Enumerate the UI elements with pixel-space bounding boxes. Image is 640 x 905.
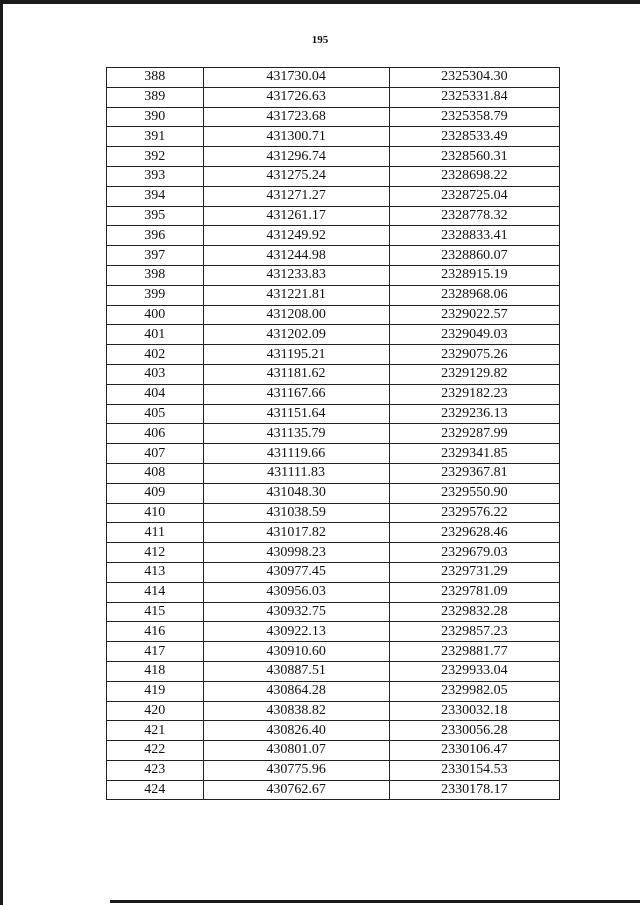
table-row [107, 127, 560, 147]
easting-cell: 431038.59 [203, 503, 389, 523]
table-row [107, 503, 560, 523]
page-number: 195 [311, 34, 329, 46]
point-number-cell: 388 [107, 68, 204, 88]
table-row [107, 701, 560, 721]
easting-cell: 431296.74 [203, 147, 389, 167]
northing-cell: 2329022.57 [389, 305, 559, 325]
northing-cell: 2328778.32 [389, 206, 559, 226]
northing-cell: 2329182.23 [389, 384, 559, 404]
point-number-cell: 419 [107, 681, 204, 701]
table-row [107, 483, 560, 503]
easting-cell: 431300.71 [203, 127, 389, 147]
northing-cell: 2329075.26 [389, 345, 559, 365]
table-row [107, 760, 560, 780]
table-row [107, 622, 560, 642]
easting-cell: 431271.27 [203, 186, 389, 206]
table-row [107, 166, 560, 186]
point-number-cell: 392 [107, 147, 204, 167]
northing-cell: 2329236.13 [389, 404, 559, 424]
easting-cell: 430977.45 [203, 562, 389, 582]
point-number-cell: 394 [107, 186, 204, 206]
northing-cell: 2325331.84 [389, 87, 559, 107]
point-number-cell: 407 [107, 444, 204, 464]
northing-cell: 2328698.22 [389, 166, 559, 186]
easting-cell: 431726.63 [203, 87, 389, 107]
northing-cell: 2329367.81 [389, 463, 559, 483]
point-number-cell: 406 [107, 424, 204, 444]
northing-cell: 2329881.77 [389, 642, 559, 662]
table-row [107, 206, 560, 226]
table-row [107, 681, 560, 701]
table-row [107, 602, 560, 622]
northing-cell: 2330154.53 [389, 760, 559, 780]
northing-cell: 2329049.03 [389, 325, 559, 345]
northing-cell: 2328860.07 [389, 246, 559, 266]
easting-cell: 431195.21 [203, 345, 389, 365]
point-number-cell: 421 [107, 721, 204, 741]
easting-cell: 431017.82 [203, 523, 389, 543]
point-number-cell: 409 [107, 483, 204, 503]
point-number-cell: 410 [107, 503, 204, 523]
northing-cell: 2329933.04 [389, 661, 559, 681]
easting-cell: 430775.96 [203, 760, 389, 780]
northing-cell: 2330056.28 [389, 721, 559, 741]
point-number-cell: 399 [107, 285, 204, 305]
point-number-cell: 395 [107, 206, 204, 226]
northing-cell: 2329832.28 [389, 602, 559, 622]
table-row [107, 364, 560, 384]
easting-cell: 431151.64 [203, 404, 389, 424]
table-row [107, 741, 560, 761]
table-row [107, 444, 560, 464]
point-number-cell: 389 [107, 87, 204, 107]
northing-cell: 2328915.19 [389, 265, 559, 285]
table-row [107, 384, 560, 404]
point-number-cell: 418 [107, 661, 204, 681]
northing-cell: 2325358.79 [389, 107, 559, 127]
northing-cell: 2330178.17 [389, 780, 559, 800]
table-row [107, 721, 560, 741]
table-row [107, 424, 560, 444]
table-row [107, 780, 560, 800]
easting-cell: 430910.60 [203, 642, 389, 662]
easting-cell: 431181.62 [203, 364, 389, 384]
easting-cell: 431244.98 [203, 246, 389, 266]
point-number-cell: 411 [107, 523, 204, 543]
table-row [107, 265, 560, 285]
scan-edge-top [0, 0, 640, 4]
northing-cell: 2329857.23 [389, 622, 559, 642]
point-number-cell: 414 [107, 582, 204, 602]
scan-edge-bottom [110, 900, 640, 903]
point-number-cell: 404 [107, 384, 204, 404]
point-number-cell: 393 [107, 166, 204, 186]
northing-cell: 2328560.31 [389, 147, 559, 167]
point-number-cell: 420 [107, 701, 204, 721]
table-row [107, 107, 560, 127]
easting-cell: 431723.68 [203, 107, 389, 127]
table-row [107, 404, 560, 424]
northing-cell: 2329982.05 [389, 681, 559, 701]
point-number-cell: 401 [107, 325, 204, 345]
easting-cell: 431249.92 [203, 226, 389, 246]
northing-cell: 2330032.18 [389, 701, 559, 721]
easting-cell: 430956.03 [203, 582, 389, 602]
northing-cell: 2329679.03 [389, 543, 559, 563]
point-number-cell: 417 [107, 642, 204, 662]
table-row [107, 582, 560, 602]
northing-cell: 2329129.82 [389, 364, 559, 384]
easting-cell: 430998.23 [203, 543, 389, 563]
northing-cell: 2329628.46 [389, 523, 559, 543]
table-row [107, 226, 560, 246]
easting-cell: 431119.66 [203, 444, 389, 464]
easting-cell: 430801.07 [203, 741, 389, 761]
easting-cell: 431167.66 [203, 384, 389, 404]
table-row [107, 68, 560, 88]
point-number-cell: 400 [107, 305, 204, 325]
table-row [107, 562, 560, 582]
easting-cell: 430887.51 [203, 661, 389, 681]
table-row [107, 345, 560, 365]
scan-edge-left [0, 0, 3, 905]
point-number-cell: 423 [107, 760, 204, 780]
table-row [107, 523, 560, 543]
point-number-cell: 416 [107, 622, 204, 642]
table-row [107, 661, 560, 681]
table-row [107, 642, 560, 662]
coordinates-table-body [107, 68, 560, 800]
point-number-cell: 405 [107, 404, 204, 424]
point-number-cell: 402 [107, 345, 204, 365]
coordinates-table [106, 67, 560, 800]
point-number-cell: 390 [107, 107, 204, 127]
northing-cell: 2329781.09 [389, 582, 559, 602]
easting-cell: 431135.79 [203, 424, 389, 444]
easting-cell: 430932.75 [203, 602, 389, 622]
northing-cell: 2329550.90 [389, 483, 559, 503]
northing-cell: 2329576.22 [389, 503, 559, 523]
northing-cell: 2328725.04 [389, 186, 559, 206]
table-row [107, 285, 560, 305]
easting-cell: 430838.82 [203, 701, 389, 721]
northing-cell: 2328533.49 [389, 127, 559, 147]
easting-cell: 430826.40 [203, 721, 389, 741]
easting-cell: 431202.09 [203, 325, 389, 345]
point-number-cell: 422 [107, 741, 204, 761]
northing-cell: 2330106.47 [389, 741, 559, 761]
point-number-cell: 397 [107, 246, 204, 266]
easting-cell: 431111.83 [203, 463, 389, 483]
table-row [107, 87, 560, 107]
point-number-cell: 408 [107, 463, 204, 483]
northing-cell: 2325304.30 [389, 68, 559, 88]
table-row [107, 186, 560, 206]
point-number-cell: 424 [107, 780, 204, 800]
point-number-cell: 415 [107, 602, 204, 622]
point-number-cell: 413 [107, 562, 204, 582]
point-number-cell: 391 [107, 127, 204, 147]
easting-cell: 430922.13 [203, 622, 389, 642]
easting-cell: 430762.67 [203, 780, 389, 800]
table-row [107, 305, 560, 325]
table-row [107, 543, 560, 563]
easting-cell: 431048.30 [203, 483, 389, 503]
easting-cell: 431730.04 [203, 68, 389, 88]
northing-cell: 2329731.29 [389, 562, 559, 582]
easting-cell: 431221.81 [203, 285, 389, 305]
easting-cell: 431233.83 [203, 265, 389, 285]
northing-cell: 2328833.41 [389, 226, 559, 246]
easting-cell: 431275.24 [203, 166, 389, 186]
easting-cell: 430864.28 [203, 681, 389, 701]
point-number-cell: 403 [107, 364, 204, 384]
point-number-cell: 396 [107, 226, 204, 246]
easting-cell: 431261.17 [203, 206, 389, 226]
point-number-cell: 398 [107, 265, 204, 285]
northing-cell: 2329341.85 [389, 444, 559, 464]
easting-cell: 431208.00 [203, 305, 389, 325]
point-number-cell: 412 [107, 543, 204, 563]
table-row [107, 147, 560, 167]
table-row [107, 463, 560, 483]
table-row [107, 325, 560, 345]
northing-cell: 2329287.99 [389, 424, 559, 444]
northing-cell: 2328968.06 [389, 285, 559, 305]
table-row [107, 246, 560, 266]
